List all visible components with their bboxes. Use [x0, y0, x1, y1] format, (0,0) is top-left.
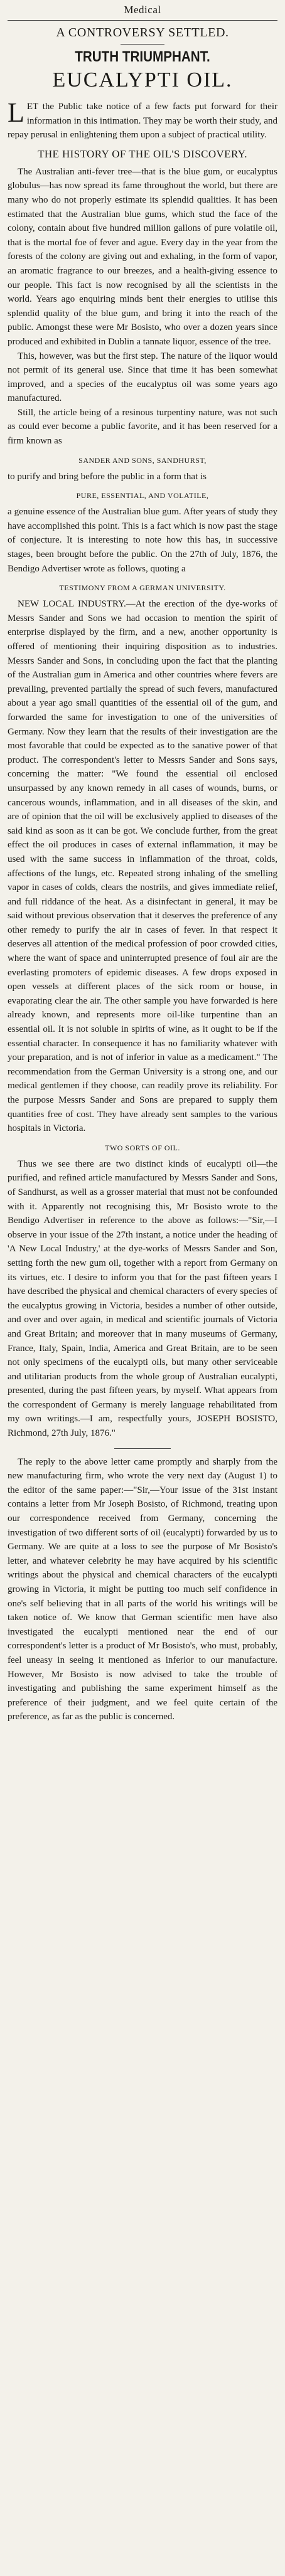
quality-paragraph: a genuine essence of the Australian blue gum. After years of study they have accomplished this point. This is a fact which is now past the stage of conjecture. It is interesting to note how this has, in successive stages, been brought before the public. On the 27th of July, 1876, the Bendigo Advertiser wrote as follows, quoting a: [8, 507, 277, 574]
history-paragraph-1: The Australian anti-fever tree—that is the blue gum, or eucalyptus globulus—has now spread its fame throughout the world, but there are many who do not properly estimate its splendid qualities. It has been estimated that the Australian blue gums, which stud the face of the colony, contain about five hundred million gallons of pure volatile oil, that is the mortal foe of fever and ague. Every day in the year from the forests of the colony are giving out and exhaling, in the form of vapor, an aromatic fragrance to our breezes, and a health-giving essence to our people. This fact is now recognised by all the scientists in the world. Years ago enquiring minds bent their energies to utilise this splendid quality of the blue gum, and bring it into the reach of the public. Amongst these were Mr Bosisto, who over a dozen years since produced and exhibited in Dublin a tannate liquor, essence of the tree.: [8, 166, 277, 347]
headline-rule: [121, 44, 164, 45]
section-divider: [114, 1448, 171, 1449]
drop-cap: L: [8, 97, 24, 128]
headline-truth: TRUTH TRIUMPHANT.: [75, 48, 210, 65]
intro-text: ET the Public take notice of a few facts put forward for their information in this intimation. They may be worth their study, and repay perusal in enlightening them upon a subject of practical utility.: [8, 102, 277, 140]
intro-paragraph: [8, 97, 277, 142]
history-paragraph-3: Still, the article being of a resinous turpentiny nature, was not such as could ever become a public favorite, and it has been reserved for a firm known as: [8, 407, 277, 447]
headline-eucalypti: EUCALYPTI OIL.: [52, 68, 233, 92]
history-paragraph-2: This, however, was but the first step. The nature of the liquor would not permit of its general use. Since that time it has been somewhat improved, and a species of the eucalyptus oil was some years ago manufactured.: [8, 351, 277, 404]
quality-line: PURE, ESSENTIAL, AND VOLATILE,: [76, 491, 209, 501]
german-paragraph: NEW LOCAL INDUSTRY.—At the erection of the dye-works of Messrs Sander and Sons we had occasion to mention the spirit of enterprise displayed by the firm, and a new, another opportunity is offered of mentioning their inquiring disposition as to industries. Messrs Sander and Sons, in concluding upon the fact that the planting of the Australian gum in America and other countries where fevers are prevailing, prevented partially the spread of such fevers, manufactured about a year ago small quantities of the essential oil of the gum, and forwarded the same for investigation to one of the universities of Germany. Now they learn that the results of their investigation are the most favorable that could be expected as to the sanative power of that product. The correspondent's letter to Messrs Sander and Sons says, concerning the matter: "We found the essential oil enclosed unsurpassed by any known remedy in all cases of wounds, burns, or cancerous wounds, inflammation, and in all diseases of the skin, and are of opinion that the oil will be exclusively applied to diseases of the said kind as soon as it can be got. We conclude further, from the great effect the oil produces in cases of external inflammation, it may be used with the same success in inflammation of the throat, colds, affections of the lungs, etc. Repeated strong inhaling of the smelling vapor in cases of colds, clears the nostrils, and gives immediate relief, and full riddance of the heat. As a disinfectant in general, it may be said without previous observation that it deserves the preference of any other remedy to purify the air in cases of fever. In that respect it deserves all attention of the medical profession of poor crowded cities, where the want of space and uninterrupted presence of foul air are the everlasting promoters of epidemic diseases. A few drops exposed in open vessels at different places of the sick room or house, in evaporating clear the air. The other sample you have forwarded is here already known, and represents more oil-like turpentine than an essential oil. It is not soluble in spirits of wine, as it ought to be if the essential character. In consequence it has no familiarity whatever with your preparation, and is not of inferior in value as a medicament." The recommendation from the German University is a strong one, and our medical gentlemen if they choose, can readily prove its reliability. For the purpose Messrs Sander and Sons are prepared to supply them quantities free of cost. They have already sent samples to the various hospitals in Victoria.: [8, 599, 277, 1134]
subhead-two-sorts: TWO SORTS OF OIL.: [105, 1143, 180, 1152]
section-heading: Medical: [8, 3, 277, 21]
reply-paragraph: The reply to the above letter came promptly and sharply from the new manufacturing firm, who wrote the very next day (August 1) to the editor of the same paper:—"Sir,—Your issue of the 31st instant contains a letter from Mr Joseph Bosisto, of Richmond, treating upon our correspondence received from Germany, concerning the investigation of two different sorts of oil (eucalypti) forwarded by us to Germany. We are quite at a loss to see the purpose of Mr Bosisto's letter, and whatever celebrity he may have acquired by his scientific writings about the physical and chemical characters of the eucalypti growing in Victoria, it might be putting too much self confidence in one's self believing that in all parts of the world his writings will be taken notice of. We know that German scientific men have also investigated the eucalypti mentioned near the end of our correspondent's letter is a product of Mr Bosisto's, who must, probably, feel uneasy in seeing it mentioned as inferior to our manufacture. However, Mr Bosisto is now advised to take the trouble of investigating and publishing the same experiment himself as the preference of their judgment, and we feel quite certain of the preference, as far as the public is concerned.: [8, 1456, 277, 1722]
two-sorts-paragraph: Thus we see there are two distinct kinds of eucalypti oil—the purified, and refined article manufactured by Messrs Sander and Sons, of Sandhurst, as well as a grosser material that must not be confounded with it. Apparently not recognising this, Mr Bosisto wrote to the Bendigo Advertiser in reference to the above as follows:—"Sir,—I observe in your issue of the 27th instant, a notice under the heading of 'A New Local Industry,' at the dye-works of Messrs Sander and Son, setting forth the new gum oil, together with a report from Germany on its virtues, etc. I desire to inform you that for the past fifteen years I have described the physical and chemical characters of every species of the eucalyptus growing in Victoria, besides a number of other outside, and over and over again, in medical and scientific journals of Victoria and Great Britain; and moreover that in many museums of Germany, France, Italy, Spain, India, America and Great Britain, are to be seen not only specimens of the eucalypti oils, but many other serviceable and utilitarian products from the whole group of Australian eucalypti, presented, during the past fifteen years, by myself. What appears from the correspondent of Germany is merely language rehabilitated from my own writings.—I am, respectfully yours, JOSEPH BOSISTO, Richmond, 27th July, 1876.": [8, 1158, 277, 1439]
subhead-history: THE HISTORY OF THE OIL'S DISCOVERY.: [38, 147, 247, 160]
firm-line: SANDER AND SONS, SANDHURST,: [78, 455, 207, 465]
history-end: to purify and bring before the public in a form that is: [8, 471, 207, 482]
subhead-german-university: TESTIMONY FROM A GERMAN UNIVERSITY.: [59, 583, 226, 593]
headline-controversy: A CONTROVERSY SETTLED.: [56, 26, 229, 40]
